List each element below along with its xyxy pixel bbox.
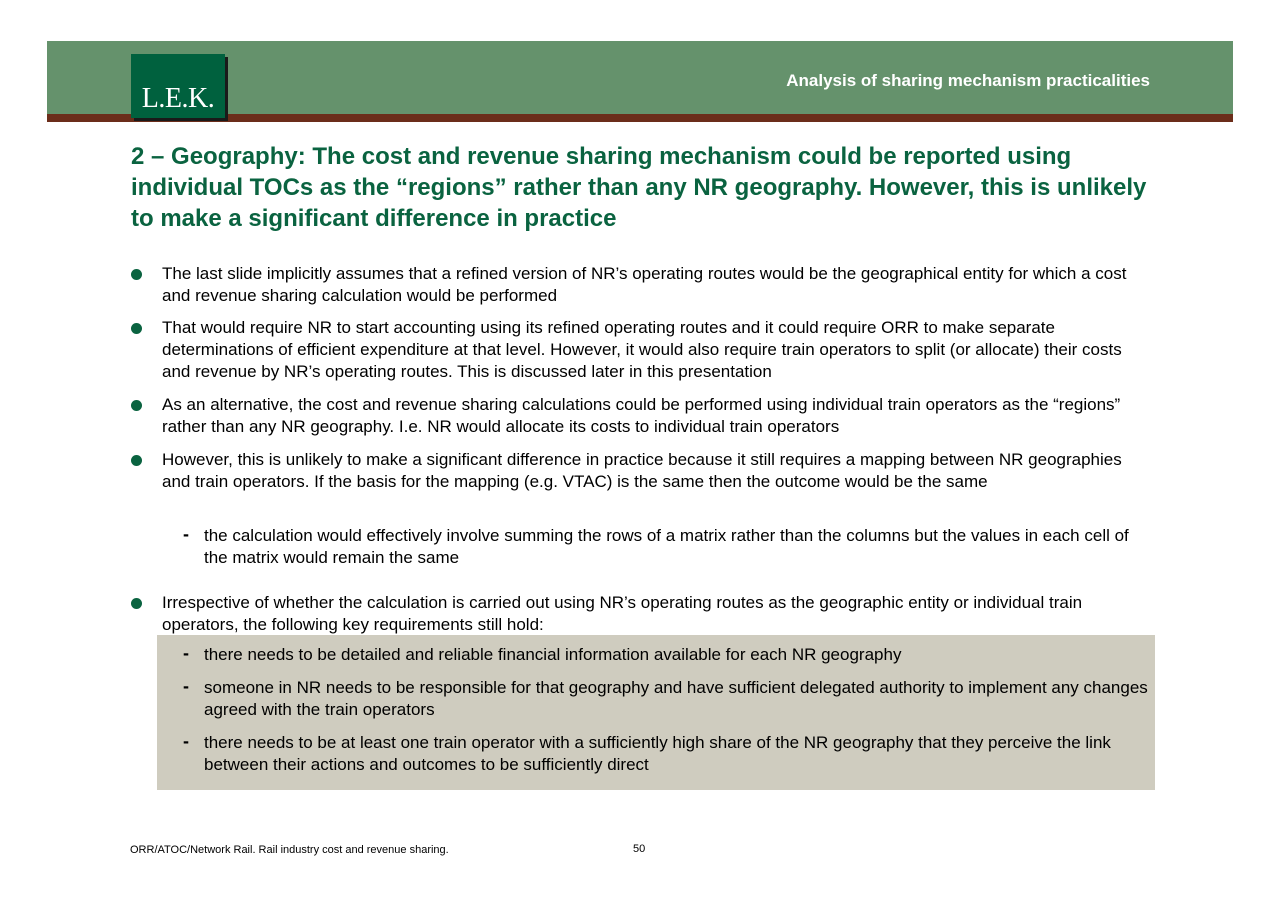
page-number: 50 bbox=[633, 843, 646, 855]
slide-title: 2 – Geography: The cost and revenue sharing mechanism could be reported using individual TOCs as the “regions” rather than any NR geography. However, this is unlikely to make a significant difference in practice bbox=[131, 143, 1147, 232]
bullet-1 bbox=[131, 263, 1151, 307]
requirement-1 bbox=[183, 644, 1148, 666]
bullet-4 bbox=[131, 449, 1151, 493]
bullet-5 bbox=[131, 592, 1151, 636]
requirement-text: someone in NR needs to be responsible for that geography and have sufficient delegated authority to implement any changes agreed with the train operators bbox=[204, 678, 1148, 719]
requirement-3 bbox=[183, 732, 1148, 776]
requirement-text: there needs to be at least one train operator with a sufficiently high share of the NR geography that they perceive the link between their actions and outcomes to be sufficiently direct bbox=[204, 733, 1111, 774]
requirement-2 bbox=[183, 677, 1148, 721]
header-title: Analysis of sharing mechanism practicalities bbox=[786, 71, 1150, 90]
lek-logo bbox=[131, 54, 225, 118]
bullet-text: As an alternative, the cost and revenue sharing calculations could be performed using individual train operators as the “regions” rather than any NR geography. I.e. NR would allocate its costs to individual train operators bbox=[162, 395, 1121, 436]
bullet-dot-icon bbox=[131, 269, 142, 280]
sub-bullet-text: the calculation would effectively involve summing the rows of a matrix rather than the columns but the values in each cell of the matrix would remain the same bbox=[204, 526, 1129, 567]
bullet-dot-icon bbox=[131, 598, 142, 609]
bullet-2 bbox=[131, 317, 1151, 383]
bullet-dot-icon bbox=[131, 400, 142, 411]
bullet-3 bbox=[131, 394, 1151, 438]
dash-icon: - bbox=[183, 524, 189, 544]
dash-icon: - bbox=[183, 676, 189, 696]
sub-bullet-matrix bbox=[183, 525, 1148, 569]
dash-icon: - bbox=[183, 731, 189, 751]
bullet-text: The last slide implicitly assumes that a refined version of NR’s operating routes would be the geographical entity for which a cost and revenue sharing calculation would be performed bbox=[162, 264, 1127, 305]
dash-icon: - bbox=[183, 643, 189, 663]
footer-source: ORR/ATOC/Network Rail. Rail industry cost and revenue sharing. bbox=[130, 844, 449, 856]
bullet-dot-icon bbox=[131, 455, 142, 466]
bullet-dot-icon bbox=[131, 323, 142, 334]
bullet-text: However, this is unlikely to make a significant difference in practice because it still requires a mapping between NR geographies and train operators. If the basis for the mapping (e.g. VTAC) is the same then the outcome would be the same bbox=[162, 450, 1122, 491]
logo-text: L.E.K. bbox=[141, 83, 215, 114]
bullet-text: That would require NR to start accounting using its refined operating routes and it could require ORR to make separate determinations of efficient expenditure at that level. However, it would also require train operators to split (or allocate) their costs and revenue by NR’s operating routes. This is discussed later in this presentation bbox=[162, 318, 1122, 381]
requirement-text: there needs to be detailed and reliable financial information available for each NR geography bbox=[204, 645, 902, 664]
bullet-text: Irrespective of whether the calculation is carried out using NR’s operating routes as the geographic entity or individual train operators, the following key requirements still hold: bbox=[162, 593, 1083, 634]
